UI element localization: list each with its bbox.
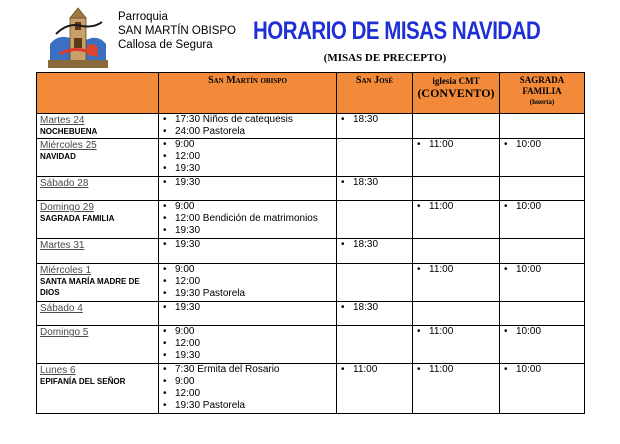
sagrada-familia-cell bbox=[500, 114, 585, 139]
mass-time-item: • 7:30 Ermita del Rosario bbox=[161, 364, 334, 376]
mass-time-item: • 10:00 bbox=[502, 139, 582, 151]
mass-time-item: • 17:30 Niños de catequesis bbox=[161, 114, 334, 126]
feast-label: SAGRADA FAMILIA bbox=[40, 214, 115, 223]
mass-time-item: • 12:00 bbox=[161, 276, 334, 288]
day-label: Domingo 29 bbox=[40, 202, 94, 213]
parish-line-2: SAN MARTÍN OBISPO bbox=[118, 25, 237, 37]
cmt-cell bbox=[413, 302, 500, 326]
col-header-san-jose: San José bbox=[337, 73, 413, 114]
page-title: HORARIO DE MISAS NAVIDAD bbox=[253, 17, 541, 45]
san-jose-cell bbox=[337, 264, 413, 302]
day-label: Martes 31 bbox=[40, 240, 85, 251]
mass-time-list bbox=[502, 326, 582, 338]
mass-time-list bbox=[161, 364, 334, 412]
san-martin-cell bbox=[159, 302, 337, 326]
day-label: Sábado 28 bbox=[40, 178, 89, 189]
mass-time-list bbox=[502, 364, 582, 376]
mass-time-list bbox=[339, 364, 410, 376]
san-martin-cell bbox=[159, 139, 337, 177]
mass-time-list bbox=[161, 177, 334, 189]
col-header-sf-line2: FAMILIA bbox=[522, 86, 562, 96]
mass-time-list bbox=[339, 177, 410, 189]
mass-time-list bbox=[415, 201, 497, 213]
mass-time-item: • 9:00 bbox=[161, 376, 334, 388]
col-header-cmt-line1: iglesia CMT bbox=[432, 76, 480, 86]
day-cell bbox=[37, 264, 159, 302]
mass-time-list bbox=[161, 264, 334, 300]
table-row bbox=[37, 264, 585, 302]
mass-time-list bbox=[161, 302, 334, 314]
parish-line-1: Parroquia bbox=[118, 11, 168, 23]
table-row bbox=[37, 114, 585, 139]
mass-time-item: • 18:30 bbox=[339, 239, 410, 251]
mass-time-item: • 19:30 bbox=[161, 163, 334, 175]
cmt-cell bbox=[413, 177, 500, 201]
sagrada-familia-cell bbox=[500, 364, 585, 414]
mass-time-item: • 19:30 bbox=[161, 302, 334, 314]
feast-label: SANTA MARÍA MADRE DE DIOS bbox=[40, 277, 140, 297]
mass-time-item: • 19:30 bbox=[161, 177, 334, 189]
san-martin-cell bbox=[159, 364, 337, 414]
cmt-cell bbox=[413, 239, 500, 264]
mass-time-item: • 12:00 bbox=[161, 338, 334, 350]
mass-schedule-table bbox=[36, 72, 585, 414]
mass-time-list bbox=[339, 239, 410, 251]
mass-time-list bbox=[415, 364, 497, 376]
col-header-sf-line3: (huerta) bbox=[529, 98, 555, 106]
san-martin-cell bbox=[159, 326, 337, 364]
san-jose-cell bbox=[337, 239, 413, 264]
cmt-cell bbox=[413, 201, 500, 239]
san-jose-cell bbox=[337, 139, 413, 177]
mass-time-item: • 19:30 Pastorela bbox=[161, 288, 334, 300]
mass-time-list bbox=[502, 264, 582, 276]
cmt-cell bbox=[413, 326, 500, 364]
mass-time-list bbox=[502, 201, 582, 213]
cmt-cell bbox=[413, 139, 500, 177]
mass-time-item: • 9:00 bbox=[161, 201, 334, 213]
mass-time-item: • 18:30 bbox=[339, 114, 410, 126]
day-cell bbox=[37, 201, 159, 239]
day-cell bbox=[37, 302, 159, 326]
mass-time-item: • 10:00 bbox=[502, 264, 582, 276]
feast-label: EPIFANÍA DEL SEÑOR bbox=[40, 377, 126, 386]
table-row bbox=[37, 177, 585, 201]
day-label: Lunes 6 bbox=[40, 365, 76, 376]
mass-time-item: • 18:30 bbox=[339, 302, 410, 314]
san-martin-cell bbox=[159, 177, 337, 201]
mass-time-item: • 9:00 bbox=[161, 264, 334, 276]
table-row bbox=[37, 139, 585, 177]
cmt-cell bbox=[413, 114, 500, 139]
mass-time-list bbox=[339, 302, 410, 314]
mass-time-item: • 12:00 bbox=[161, 388, 334, 400]
day-label: Miércoles 1 bbox=[40, 265, 92, 276]
mass-time-item: • 11:00 bbox=[415, 139, 497, 151]
mass-time-list bbox=[161, 139, 334, 175]
parish-name bbox=[118, 10, 236, 52]
san-jose-cell bbox=[337, 302, 413, 326]
mass-time-item: • 11:00 bbox=[415, 326, 497, 338]
san-martin-cell bbox=[159, 114, 337, 139]
mass-time-item: • 11:00 bbox=[415, 201, 497, 213]
parish-line-3: Callosa de Segura bbox=[118, 39, 213, 51]
mass-time-list bbox=[161, 201, 334, 237]
day-cell bbox=[37, 139, 159, 177]
table-row bbox=[37, 364, 585, 414]
san-martin-cell bbox=[159, 239, 337, 264]
mass-time-item: • 18:30 bbox=[339, 177, 410, 189]
page-subtitle: (MISAS DE PRECEPTO) bbox=[323, 52, 447, 64]
sagrada-familia-cell bbox=[500, 326, 585, 364]
mass-time-item: • 9:00 bbox=[161, 139, 334, 151]
day-label: Sábado 4 bbox=[40, 303, 83, 314]
mass-time-list bbox=[161, 239, 334, 251]
mass-time-item: • 12:00 bbox=[161, 151, 334, 163]
cmt-cell bbox=[413, 264, 500, 302]
day-cell bbox=[37, 326, 159, 364]
mass-time-item: • 19:30 bbox=[161, 239, 334, 251]
sagrada-familia-cell bbox=[500, 302, 585, 326]
san-jose-cell bbox=[337, 364, 413, 414]
mass-time-item: • 11:00 bbox=[339, 364, 410, 376]
col-header-sagrada-familia bbox=[500, 73, 585, 114]
day-cell bbox=[37, 114, 159, 139]
day-cell bbox=[37, 364, 159, 414]
day-label: Miércoles 25 bbox=[40, 140, 97, 151]
mass-time-list bbox=[502, 139, 582, 151]
san-jose-cell bbox=[337, 177, 413, 201]
mass-time-list bbox=[415, 326, 497, 338]
mass-time-item: • 12:00 Bendición de matrimonios bbox=[161, 213, 334, 225]
feast-label: NOCHEBUENA bbox=[40, 127, 98, 136]
day-cell bbox=[37, 177, 159, 201]
mass-time-item: • 9:00 bbox=[161, 326, 334, 338]
sagrada-familia-cell bbox=[500, 177, 585, 201]
mass-time-item: • 11:00 bbox=[415, 364, 497, 376]
mass-time-item: • 19:30 bbox=[161, 225, 334, 237]
col-header-san-martin: San Martín obispo bbox=[159, 73, 337, 114]
mass-time-list bbox=[161, 326, 334, 362]
mass-time-item: • 24:00 Pastorela bbox=[161, 126, 334, 138]
san-jose-cell bbox=[337, 326, 413, 364]
day-cell bbox=[37, 239, 159, 264]
col-header-cmt-line2: (CONVENTO) bbox=[417, 86, 495, 100]
col-header-sf-line1: SAGRADA bbox=[519, 75, 565, 85]
col-header-cmt bbox=[413, 73, 500, 114]
sagrada-familia-cell bbox=[500, 201, 585, 239]
header-row bbox=[37, 73, 585, 114]
san-martin-cell bbox=[159, 201, 337, 239]
table-row bbox=[37, 239, 585, 264]
mass-time-list bbox=[415, 139, 497, 151]
col-day-header bbox=[37, 73, 159, 114]
sagrada-familia-cell bbox=[500, 239, 585, 264]
san-jose-cell bbox=[337, 201, 413, 239]
day-label: Domingo 5 bbox=[40, 327, 89, 338]
mass-time-list bbox=[161, 114, 334, 138]
mass-time-item: • 10:00 bbox=[502, 201, 582, 213]
san-jose-cell bbox=[337, 114, 413, 139]
mass-time-item: • 19:30 bbox=[161, 350, 334, 362]
sagrada-familia-cell bbox=[500, 139, 585, 177]
mass-time-item: • 10:00 bbox=[502, 326, 582, 338]
sagrada-familia-cell bbox=[500, 264, 585, 302]
table-row bbox=[37, 302, 585, 326]
table-row bbox=[37, 201, 585, 239]
san-martin-cell bbox=[159, 264, 337, 302]
mass-time-item: • 11:00 bbox=[415, 264, 497, 276]
mass-time-item: • 10:00 bbox=[502, 364, 582, 376]
mass-time-item: • 19:30 Pastorela bbox=[161, 400, 334, 412]
mass-time-list bbox=[339, 114, 410, 126]
day-label: Martes 24 bbox=[40, 115, 85, 126]
mass-time-list bbox=[415, 264, 497, 276]
feast-label: NAVIDAD bbox=[40, 152, 76, 161]
table-row bbox=[37, 326, 585, 364]
cmt-cell bbox=[413, 364, 500, 414]
